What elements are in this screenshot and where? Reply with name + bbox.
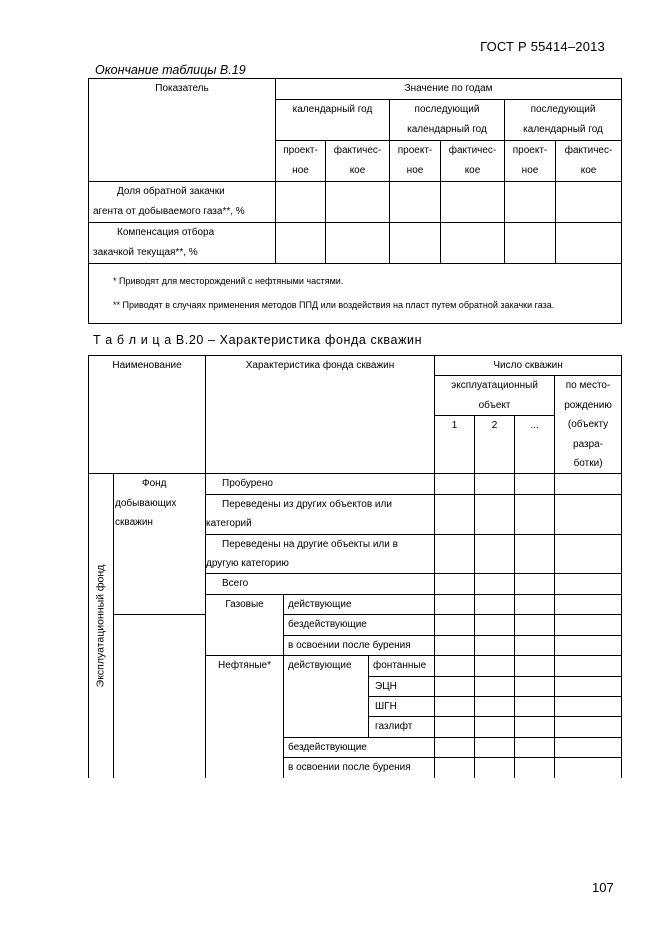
design-header: проект- ное — [390, 141, 441, 182]
table-notes — [89, 264, 622, 324]
actual-header: фактичес- кое — [326, 141, 390, 182]
table20-caption: Т а б л и ц а В.20 – Характеристика фонда скважин — [93, 333, 423, 347]
design-header: проект- ное — [505, 141, 556, 182]
row-label: Компенсация отбора закачкой текущая**, % — [89, 223, 276, 264]
gas-inactive-label: бездействующие — [284, 615, 435, 635]
table-b20 — [88, 355, 622, 778]
calendar-year-header: календарный год — [276, 100, 390, 141]
indicator-header: Показатель — [89, 79, 276, 182]
actual-header: фактичес- кое — [556, 141, 622, 182]
note-2: ** Приводят в случаях применения методов ППД или воздействия на пласт путем обратной закачки газа. — [113, 300, 555, 310]
standard-header: ГОСТ Р 55414–2013 — [480, 39, 605, 54]
design-header: проект- ное — [276, 141, 326, 182]
table19-caption: Окончание таблицы В.19 — [95, 63, 246, 77]
row-label: Доля обратной закачки агента от добываемого газа**, % — [89, 182, 276, 223]
oil-wells-label: Нефтяные* — [206, 656, 284, 778]
object-more-header: ... — [515, 416, 555, 474]
ecn-label: ЭЦН — [369, 676, 435, 696]
producing-wells-group: Фонд добывающих скважин — [114, 474, 206, 615]
table-row — [89, 182, 622, 223]
transferred-from-label: Переведены из других объектов или категорий — [206, 494, 435, 534]
gaslift-label: газлифт — [369, 717, 435, 737]
group-spacer — [114, 615, 206, 778]
operating-fund-vertical-label: Эксплуатационный фонд — [89, 474, 114, 778]
characteristic-header: Характеристика фонда скважин — [206, 356, 435, 474]
table-row — [89, 223, 622, 264]
oil-development-label: в освоении после бурения — [284, 758, 435, 778]
shgn-label: ШГН — [369, 696, 435, 716]
oil-active-label: действующие — [284, 656, 369, 738]
note-1: * Приводят для месторождений с нефтяными частями. — [113, 276, 344, 286]
transferred-to-label: Переведены на другие объекты или в другую категорию — [206, 534, 435, 574]
object-header: эксплуатационный объект — [435, 376, 555, 416]
gas-active-label: действующие — [284, 594, 435, 614]
values-header: Значение по годам — [276, 79, 622, 100]
gas-development-label: в освоении после бурения — [284, 635, 435, 655]
fountain-label: фонтанные — [369, 656, 435, 676]
well-count-header: Число скважин — [435, 356, 622, 376]
name-header: Наименование — [89, 356, 206, 474]
drilled-label: Пробурено — [206, 474, 435, 494]
object-2-header: 2 — [475, 416, 515, 474]
actual-header: фактичес- кое — [441, 141, 505, 182]
next-year-header: последующий календарный год — [390, 100, 505, 141]
next-year-header-2: последующий календарный год — [505, 100, 622, 141]
object-1-header: 1 — [435, 416, 475, 474]
field-header: по место- рождению (объекту разра- ботки) — [555, 376, 622, 474]
total-label: Всего — [206, 574, 435, 594]
table-row — [89, 474, 622, 494]
page-number: 107 — [592, 880, 614, 895]
table-row — [89, 615, 622, 635]
oil-inactive-label: бездействующие — [284, 737, 435, 757]
gas-wells-label: Газовые — [206, 594, 284, 655]
table-b19 — [88, 78, 622, 324]
